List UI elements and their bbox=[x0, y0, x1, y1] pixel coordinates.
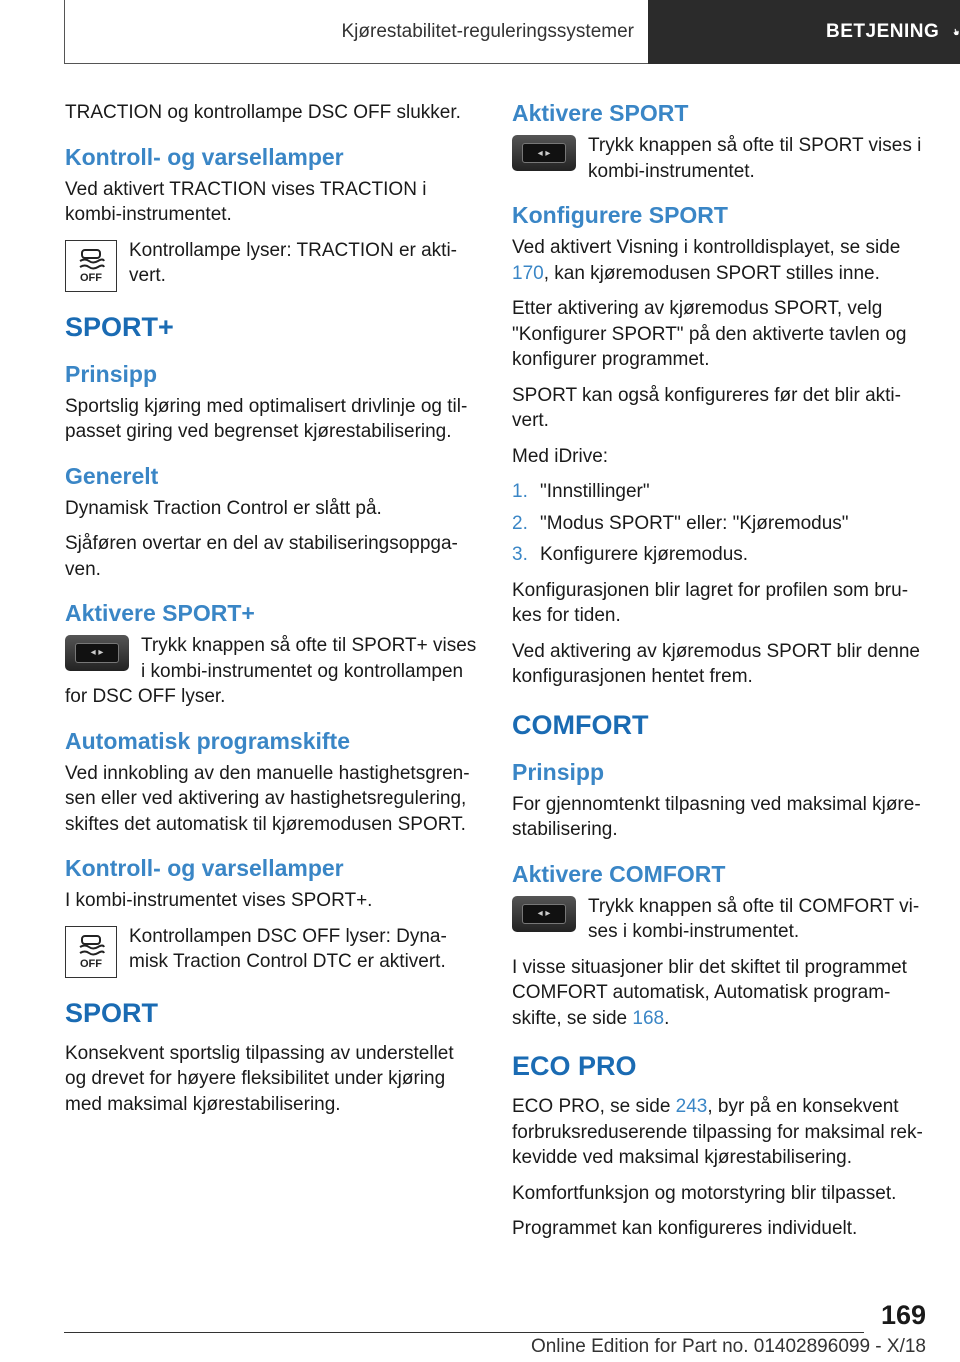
step-number: 2. bbox=[512, 512, 528, 534]
step-text: Konfigurere kjøremodus. bbox=[540, 544, 749, 565]
dsc-off-lamp-icon bbox=[65, 926, 117, 978]
heading-comfort-prinsipp: Prinsipp bbox=[512, 758, 605, 785]
text-span: ECO PRO, se side bbox=[512, 1096, 676, 1117]
page-link-170[interactable]: 170 bbox=[512, 262, 544, 284]
page-link-243[interactable]: 243 bbox=[675, 1096, 708, 1117]
text-prinsipp: Sportslig kjøring med optimalisert drivlinje og til- passet giring ved begrenset kjørestabilisering. bbox=[65, 395, 468, 442]
left-column bbox=[65, 100, 477, 1127]
list-item bbox=[512, 511, 924, 537]
text-konfig-6: Ved aktivering av kjøremodus SPORT blir denne konfigurasjonen hentet frem. bbox=[512, 640, 920, 687]
heading-aktivere-comfort: Aktivere COMFORT bbox=[512, 860, 726, 887]
lamp-off-label: OFF bbox=[80, 958, 102, 970]
heading-auto: Automatisk programskifte bbox=[65, 727, 351, 754]
mode-switch-icon: ◂ ▸ bbox=[512, 896, 576, 932]
chapter-title: Kjørestabilitet-reguleringssystemer bbox=[64, 0, 648, 64]
text-aktivere-sportplus-body: Trykk knappen så ofte til SPORT+ vises i kombi-instrumentet og kontrollampen for DSC OFF lyser. bbox=[65, 635, 477, 707]
text-sport: Konsekvent sportslig tilpassing av understellet og drevet for høyere fleksibilitet under kjøring med maksimal kjørestabilisering. bbox=[65, 1042, 454, 1115]
text-generelt-1: Dynamisk Traction Control er slått på. bbox=[65, 497, 382, 519]
text-span: Ved aktivert Visning i kontrolldisplayet, se side bbox=[512, 237, 901, 258]
heading-eco-pro: ECO PRO bbox=[512, 1051, 637, 1081]
section-label: BETJENING bbox=[826, 21, 940, 42]
heading-sport: SPORT bbox=[65, 997, 159, 1028]
text-span: . bbox=[664, 1007, 670, 1029]
heading-sportplus: SPORT+ bbox=[65, 311, 174, 342]
figure-caption: Trykk knappen så ofte til COMFORT vi- ses i kombi-instrumentet. bbox=[588, 895, 920, 942]
car-skid-icon bbox=[76, 933, 106, 957]
text-span: I visse situasjoner blir det skiftet til programmet COMFORT automatisk, Automatisk program- skifte, se side bbox=[512, 956, 907, 1029]
text-comfort-2 bbox=[512, 955, 924, 1032]
text-lamps-1: Ved aktivert TRACTION vises TRACTION i kombi-instrumentet. bbox=[65, 178, 427, 225]
heading-konfigurere: Konfigurere SPORT bbox=[512, 202, 728, 228]
heading-comfort: COMFORT bbox=[512, 709, 649, 740]
heading-prinsipp: Prinsipp bbox=[65, 360, 158, 387]
figure-aktivere-sport bbox=[512, 133, 924, 184]
text-eco-1 bbox=[512, 1094, 924, 1171]
step-text: "Modus SPORT" eller: "Kjøremodus" bbox=[540, 512, 849, 534]
intro-text: TRACTION og kontrollampe DSC OFF slukker. bbox=[65, 102, 461, 123]
dsc-off-lamp-icon bbox=[65, 240, 117, 292]
step-number: 3. bbox=[512, 544, 528, 565]
text-konfig-5: Konfigurasjonen blir lagret for profilen som bru- kes for tiden. bbox=[512, 579, 909, 626]
text-konfig-4: Med iDrive: bbox=[512, 445, 609, 467]
mode-switch-icon: ◂ ▸ bbox=[512, 135, 576, 171]
figure-caption: Kontrollampen DSC OFF lyser: Dyna- misk Traction Control DTC er aktivert. bbox=[129, 925, 447, 972]
hand-pointer-icon bbox=[953, 19, 960, 45]
mode-switch-icon: ◂ ▸ bbox=[65, 635, 129, 671]
heading-generelt: Generelt bbox=[65, 462, 159, 489]
edition-note: Online Edition for Part no. 01402896099 - X/18 bbox=[530, 1336, 926, 1357]
page-header bbox=[64, 0, 960, 64]
page-number: 169 bbox=[880, 1300, 926, 1330]
step-number: 1. bbox=[512, 481, 528, 502]
list-item bbox=[512, 479, 924, 505]
text-konfig-2: Etter aktivering av kjøremodus SPORT, velg "Konfigurer SPORT" på den aktiverte tavlen og konfigurer programmet. bbox=[512, 298, 907, 370]
text-comfort-prinsipp: For gjennomtenkt tilpasning ved maksimal kjøre- stabilisering. bbox=[512, 793, 921, 840]
text-aktivere-sportplus bbox=[65, 633, 477, 710]
heading-lamps-2: Kontroll- og varsellamper bbox=[65, 855, 344, 881]
car-skid-icon bbox=[76, 247, 106, 271]
right-column bbox=[512, 100, 924, 1252]
page-link-168[interactable]: 168 bbox=[632, 1007, 665, 1029]
footer-divider bbox=[64, 1332, 864, 1333]
text-span: , kan kjøremodusen SPORT stilles inne. bbox=[543, 262, 880, 284]
figure-caption: Kontrollampe lyser: TRACTION er akti- vert. bbox=[129, 239, 458, 286]
text-span: , byr på en konsekvent forbruksreduserende tilpassing for maksimal rek- kevidde ved maksimal kjørestabilisering. bbox=[512, 1096, 923, 1168]
text-lamps-2: I kombi-instrumentet vises SPORT+. bbox=[65, 890, 373, 911]
text-eco-2: Komfortfunksjon og motorstyring blir tilpasset. bbox=[512, 1182, 897, 1204]
section-tab bbox=[648, 0, 960, 64]
heading-aktivere-sportplus: Aktivere SPORT+ bbox=[65, 600, 255, 626]
text-auto: Ved innkobling av den manuelle hastighetsgren- sen eller ved aktivering av hastighetsregulering, skiftes det automatisk til kjøremodusen SPORT. bbox=[65, 762, 470, 835]
figure-aktivere-comfort bbox=[512, 894, 924, 945]
step-text: "Innstillinger" bbox=[540, 481, 650, 502]
figure-dtc-lamp bbox=[65, 924, 477, 978]
lamp-off-label: OFF bbox=[80, 272, 102, 284]
heading-aktivere-sport: Aktivere SPORT bbox=[512, 100, 689, 126]
figure-traction-lamp bbox=[65, 238, 477, 292]
list-item bbox=[512, 542, 924, 568]
idrive-steps bbox=[512, 479, 924, 568]
text-konfig-3: SPORT kan også konfigureres før det blir akti- vert. bbox=[512, 384, 901, 431]
text-konfig-1 bbox=[512, 235, 924, 286]
text-eco-3: Programmet kan konfigureres individuelt. bbox=[512, 1218, 858, 1239]
text-generelt-2: Sjåføren overtar en del av stabiliseringsoppga- ven. bbox=[65, 533, 458, 580]
heading-lamps-1: Kontroll- og varsellamper bbox=[65, 143, 344, 170]
figure-caption: Trykk knappen så ofte til SPORT vises i kombi-instrumentet. bbox=[588, 135, 922, 182]
